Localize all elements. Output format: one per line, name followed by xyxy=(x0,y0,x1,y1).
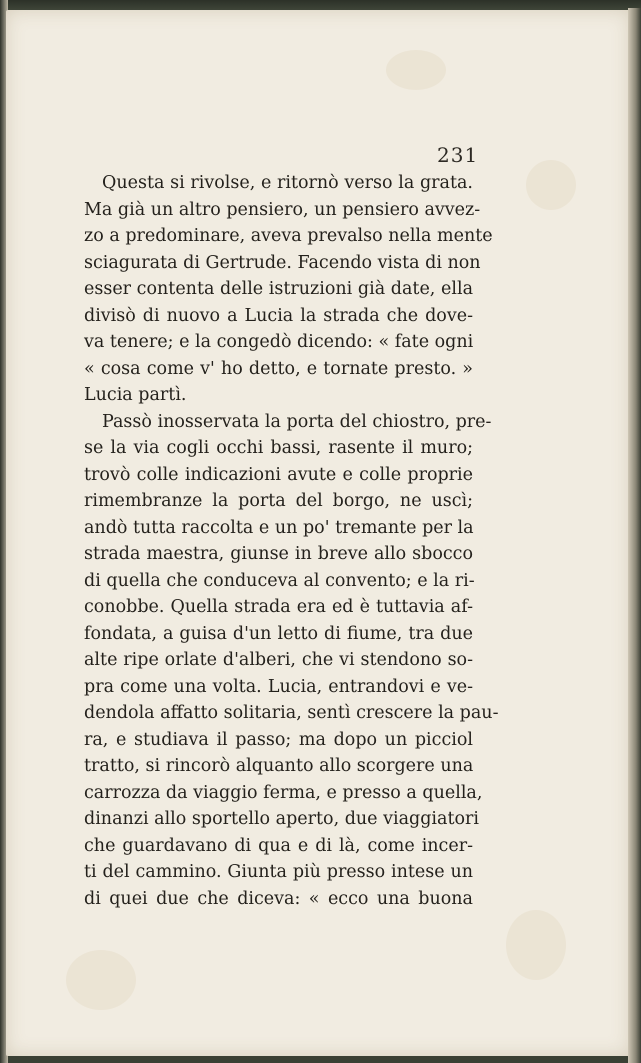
foxing-stain xyxy=(506,910,566,980)
text-line: pra come una volta. Lucia, entrandovi e ve- xyxy=(84,676,473,697)
text-line: ti del cammino. Giunta più presso intese un xyxy=(84,862,473,882)
text-line: ra, e studiava il passo; ma dopo un picciol xyxy=(84,729,473,750)
page-number: 231 xyxy=(437,143,479,167)
foxing-stain xyxy=(386,50,446,90)
foxing-stain xyxy=(66,950,136,1010)
text-line: strada maestra, giunse in breve allo sbocco xyxy=(84,544,473,564)
text-line: che guardavano di qua e di là, come incer- xyxy=(84,835,473,856)
text-line: trovò colle indicazioni avute e colle proprie xyxy=(84,464,473,485)
text-line: rimembranze la porta del borgo, ne uscì; xyxy=(84,491,473,511)
text-line: zo a predominare, aveva prevalso nella mente xyxy=(84,226,493,246)
text-line: Lucia partì. xyxy=(84,385,187,405)
text-line: Ma già un altro pensiero, un pensiero avvez- xyxy=(84,199,481,220)
text-line: di quei due che diceva: « ecco una buona xyxy=(84,888,473,909)
text-line: di quella che conduceva al convento; e la ri- xyxy=(84,570,475,591)
text-line: se la via cogli occhi bassi, rasente il muro; xyxy=(84,438,473,458)
text-line: divisò di nuovo a Lucia la strada che dove- xyxy=(84,305,473,326)
text-line: conobbe. Quella strada era ed è tuttavia af- xyxy=(84,597,473,617)
text-line: fondata, a guisa d'un letto di fiume, tra due xyxy=(84,623,473,644)
page-fore-edge xyxy=(628,8,641,1063)
text-line: carrozza da viaggio ferma, e presso a quella, xyxy=(84,782,483,803)
text-line: dendola affatto solitaria, sentì crescere la pau- xyxy=(84,703,499,723)
text-line: esser contenta delle istruzioni già date, ella xyxy=(84,279,473,299)
text-line: Questa si rivolse, e ritornò verso la grata. xyxy=(102,173,473,193)
text-line: va tenere; e la congedò dicendo: « fate ogni xyxy=(84,332,474,352)
text-line: tratto, si rincorò alquanto allo scorgere una xyxy=(84,756,474,776)
text-line: Passò inosservata la porta del chiostro, pre- xyxy=(102,411,492,432)
text-line: sciagurata di Gertrude. Facendo vista di non xyxy=(84,252,481,273)
body-text xyxy=(84,170,499,912)
text-line: andò tutta raccolta e un po' tremante per la xyxy=(84,517,474,538)
text-line: « cosa come v' ho detto, e tornate presto. » xyxy=(84,358,473,379)
text-line: alte ripe orlate d'alberi, che vi stendono so- xyxy=(84,650,473,670)
foxing-stain xyxy=(526,160,576,210)
text-line: dinanzi allo sportello aperto, due viaggiatori xyxy=(84,809,479,829)
